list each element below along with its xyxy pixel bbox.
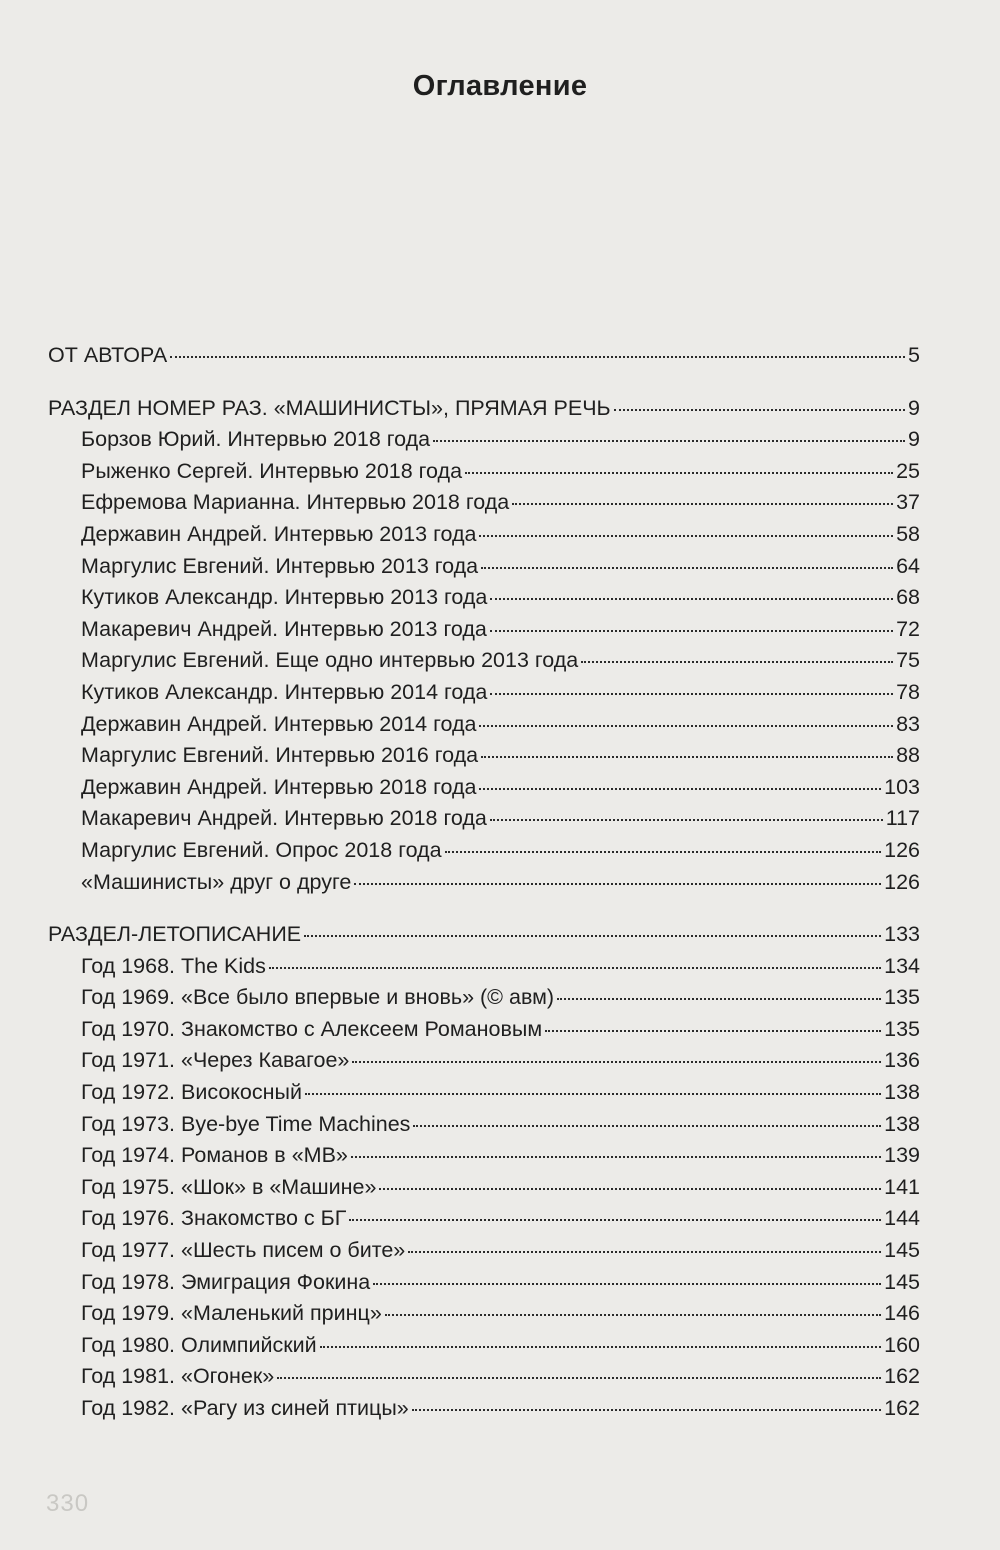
toc-entry-label: РАЗДЕЛ-ЛЕТОПИСАНИЕ [48,922,302,947]
toc-page-number: 9 [908,395,920,420]
toc-item[interactable] [48,803,920,835]
toc-entry-label: Кутиков Александр. Интервью 2014 года [81,679,488,704]
toc-item[interactable] [48,835,920,867]
dot-leader [373,1283,881,1285]
dot-leader [465,472,893,474]
toc-entry-label: Год 1976. Знакомство с БГ [81,1206,347,1231]
toc-page-number: 144 [884,1206,920,1231]
toc-entry-label: Борзов Юрий. Интервью 2018 года [81,427,431,452]
toc-page-number: 162 [884,1396,920,1420]
toc-page-number: 72 [896,616,920,641]
toc-entry-label: Год 1982. «Рагу из синей птицы» [81,1396,409,1420]
toc-section-ot-avtora[interactable] [48,340,920,372]
dot-leader [304,935,881,937]
toc-page-number: 9 [908,427,920,452]
toc-item[interactable] [48,1361,920,1393]
dot-leader [490,819,883,821]
dot-leader [479,725,893,727]
toc-item[interactable] [48,740,920,772]
toc-page-number: 141 [884,1174,920,1199]
toc-page-number: 162 [884,1364,920,1389]
toc-item[interactable] [48,614,920,646]
section-gap [48,898,920,919]
toc-page-number: 146 [884,1301,920,1326]
dot-leader [490,630,893,632]
dot-leader [351,1156,881,1158]
toc-item[interactable] [48,1172,920,1204]
dot-leader [170,356,905,358]
toc-item[interactable] [48,709,920,741]
toc-item[interactable] [48,1140,920,1172]
toc-item[interactable] [48,424,920,456]
toc-entry-label: РАЗДЕЛ НОМЕР РАЗ. «МАШИНИСТЫ», ПРЯМАЯ РЕЧЬ [48,395,611,420]
dot-leader [379,1188,881,1190]
toc-page-number: 58 [896,521,920,546]
toc-page-number: 145 [884,1269,920,1294]
toc-entry-label: Макаревич Андрей. Интервью 2018 года [81,806,487,831]
toc-page-number: 138 [884,1080,920,1105]
toc-item[interactable] [48,772,920,804]
toc-entry-label: Год 1972. Високосный [81,1080,302,1105]
dot-leader [557,998,881,1000]
toc-entry-label: Ефремова Марианна. Интервью 2018 года [81,490,510,515]
dot-leader [481,567,893,569]
toc-page-number: 126 [884,837,920,862]
toc-item[interactable] [48,867,920,899]
toc-entry-label: Год 1975. «Шок» в «Машине» [81,1174,377,1199]
dot-leader [269,967,881,969]
toc-section-mashinisty[interactable] [48,393,920,425]
toc-page-number: 134 [884,953,920,978]
dot-leader [277,1377,881,1379]
toc-entry-label: Год 1973. Bye-bye Time Machines [81,1111,411,1136]
toc-entry-label: Год 1980. Олимпийский [81,1332,317,1357]
toc-entry-label: Державин Андрей. Интервью 2013 года [81,521,477,546]
toc-page-number: 78 [896,679,920,704]
dot-leader [349,1219,881,1221]
toc-page-number: 5 [908,343,920,367]
toc-page-number: 68 [896,585,920,610]
toc-item[interactable] [48,677,920,709]
toc-item[interactable] [48,982,920,1014]
dot-leader [490,693,893,695]
dot-leader [385,1314,881,1316]
section-gap [48,372,920,393]
toc-item[interactable] [48,1014,920,1046]
toc-page-number: 88 [896,743,920,768]
toc-item[interactable] [48,582,920,614]
toc-entry-label: Кутиков Александр. Интервью 2013 года [81,585,488,610]
toc-entry-label: Маргулис Евгений. Опрос 2018 года [81,837,442,862]
toc-item[interactable] [48,1045,920,1077]
toc-section-letopisanie[interactable] [48,919,920,951]
toc-page-number: 160 [884,1332,920,1357]
toc-item[interactable] [48,1330,920,1362]
dot-leader [614,409,905,411]
table-of-contents [48,340,920,1425]
toc-item[interactable] [48,551,920,583]
dot-leader [433,440,905,442]
dot-leader [445,851,882,853]
toc-page-number: 133 [884,922,920,947]
dot-leader [412,1409,881,1411]
toc-entry-label: ОТ АВТОРА [48,343,168,367]
toc-page-number: 136 [884,1048,920,1073]
dot-leader [479,535,893,537]
toc-item[interactable] [48,1109,920,1141]
toc-item[interactable] [48,1077,920,1109]
dot-leader [305,1093,881,1095]
toc-item[interactable] [48,1393,920,1425]
dot-leader [408,1251,881,1253]
toc-item[interactable] [48,456,920,488]
dot-leader [320,1346,881,1348]
toc-item[interactable] [48,1298,920,1330]
section-items-mashinisty [48,424,920,898]
section-items-letopisanie [48,951,920,1425]
toc-entry-label: Год 1977. «Шесть писем о бите» [81,1238,406,1263]
toc-item[interactable] [48,1267,920,1299]
toc-item[interactable] [48,1203,920,1235]
toc-entry-label: Год 1969. «Все было впервые и вновь» (© авм) [81,985,555,1010]
dot-leader [490,598,893,600]
toc-entry-label: Год 1978. Эмиграция Фокина [81,1269,371,1294]
dot-leader [413,1125,881,1127]
toc-entry-label: Державин Андрей. Интервью 2018 года [81,774,477,799]
toc-item[interactable] [48,951,920,983]
toc-entry-label: Год 1970. Знакомство с Алексеем Романовым [81,1016,543,1041]
toc-entry-label: Год 1974. Романов в «МВ» [81,1143,348,1168]
toc-entry-label: Год 1971. «Через Кавагое» [81,1048,350,1073]
dot-leader [545,1030,881,1032]
toc-entry-label: Год 1968. The Kids [81,953,266,978]
toc-page-number: 117 [885,806,920,831]
toc-page-number: 135 [884,1016,920,1041]
dot-leader [581,661,893,663]
toc-item[interactable] [48,645,920,677]
toc-page-number: 83 [896,711,920,736]
toc-page-number: 103 [884,774,920,799]
toc-entry-label: Год 1981. «Огонек» [81,1364,275,1389]
toc-page-number: 25 [896,458,920,483]
dot-leader [479,788,881,790]
toc-page-number: 138 [884,1111,920,1136]
toc-item[interactable] [48,519,920,551]
toc-page-number: 145 [884,1238,920,1263]
toc-page-number: 126 [884,869,920,894]
page-title: Оглавление [412,70,588,102]
toc-entry-label: Маргулис Евгений. Интервью 2013 года [81,553,479,578]
toc-entry-label: Макаревич Андрей. Интервью 2013 года [81,616,487,641]
show-through-page-number: 330 [46,1490,90,1517]
toc-item[interactable] [48,487,920,519]
toc-item[interactable] [48,1235,920,1267]
toc-page-number: 75 [896,648,920,673]
toc-page-number: 37 [896,490,920,515]
dot-leader [352,1061,881,1063]
toc-page-number: 135 [884,985,920,1010]
dot-leader [512,503,893,505]
toc-entry-label: Маргулис Евгений. Интервью 2016 года [81,743,479,768]
toc-entry-label: Рыженко Сергей. Интервью 2018 года [81,458,463,483]
toc-page-number: 64 [896,553,920,578]
toc-entry-label: «Машинисты» друг о друге [81,869,352,894]
toc-entry-label: Державин Андрей. Интервью 2014 года [81,711,477,736]
toc-entry-label: Маргулис Евгений. Еще одно интервью 2013 года [81,648,579,673]
toc-page-number: 139 [884,1143,920,1168]
toc-entry-label: Год 1979. «Маленький принц» [81,1301,382,1326]
dot-leader [354,883,881,885]
dot-leader [481,756,893,758]
